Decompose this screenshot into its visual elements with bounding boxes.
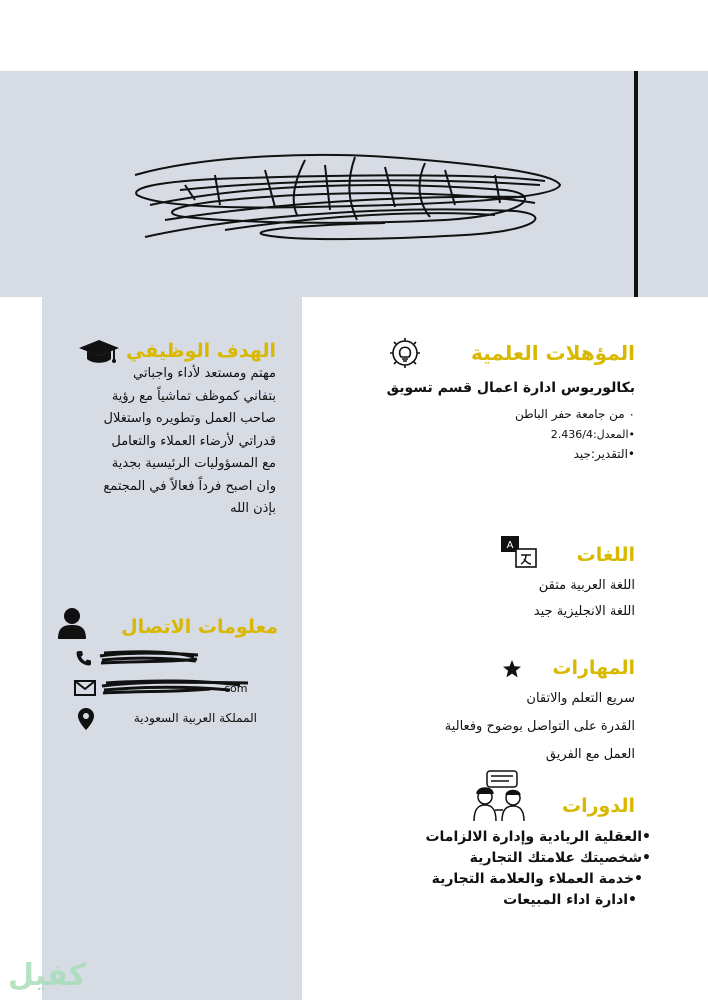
language-item: اللغة العربية متقن	[538, 578, 635, 593]
name-scribble	[125, 145, 565, 255]
objective-line: مهتم ومستعد لأداء واجباتي	[133, 366, 276, 381]
svg-text:A: A	[506, 540, 514, 551]
header-divider	[634, 71, 638, 297]
phone-icon	[76, 650, 92, 666]
star-icon	[503, 660, 521, 678]
email-visible-fragment: com	[224, 682, 248, 695]
objective-line: صاحب العمل وتطويره واستغلال	[103, 411, 276, 426]
grade-text: •التقدير:جيد	[573, 447, 635, 461]
location-pin-icon	[78, 708, 94, 730]
objective-text	[36, 363, 276, 521]
skill-item: القدرة على التواصل بوضوح وفعالية	[444, 719, 635, 734]
watermark-logo: كفيل	[8, 958, 87, 993]
languages-title: اللغات	[576, 544, 635, 566]
location-text: المملكة العربية السعودية	[133, 711, 257, 725]
university-text: ٠ من جامعة حفر الباطن	[514, 407, 635, 421]
objective-line: قدراتي لأرضاء العملاء والتعامل	[111, 433, 276, 449]
course-item: •العقلية الريادية وإدارة الالزامات	[425, 829, 651, 845]
objective-line: بتفاني كموظف تماشياً مع رؤية	[111, 388, 276, 404]
gpa-text: •المعدل:2.436/4	[550, 428, 635, 441]
contact-title: معلومات الاتصال	[121, 616, 278, 638]
languages-list	[534, 575, 635, 624]
graduation-cap-icon	[78, 338, 120, 366]
skills-list	[445, 688, 635, 767]
language-item: اللغة الانجليزية جيد	[533, 604, 635, 619]
skill-item: سريع التعلم والاتقان	[526, 691, 635, 706]
courses-title: الدورات	[562, 795, 635, 817]
course-item: •ادارة اداء المبيعات	[503, 892, 637, 908]
translate-icon	[500, 535, 538, 571]
education-title: المؤهلات العلمية	[471, 341, 635, 365]
objective-line: مع المسؤوليات الرئيسية بجدية	[111, 456, 276, 471]
email-redaction	[100, 677, 250, 699]
degree-text: بكالوريوس ادارة اعمال قسم تسويق	[386, 380, 635, 396]
lightbulb-gear-icon	[388, 336, 422, 370]
courses-list	[425, 827, 651, 911]
skill-item: العمل مع الفريق	[545, 747, 635, 762]
people-chat-icon	[473, 770, 527, 822]
objective-line: بإذن الله	[230, 501, 276, 516]
user-icon	[58, 607, 86, 639]
envelope-icon	[74, 680, 96, 696]
phone-redaction	[98, 648, 200, 668]
skills-title: المهارات	[552, 657, 635, 679]
objective-title: الهدف الوظيفي	[126, 340, 276, 362]
course-item: •خدمة العملاء والعلامة التجارية	[431, 871, 643, 887]
objective-line: وان اصبح فرداً فعالاً في المجتمع	[103, 478, 276, 494]
course-item: •شخصيتك علامتك التجارية	[469, 850, 651, 866]
